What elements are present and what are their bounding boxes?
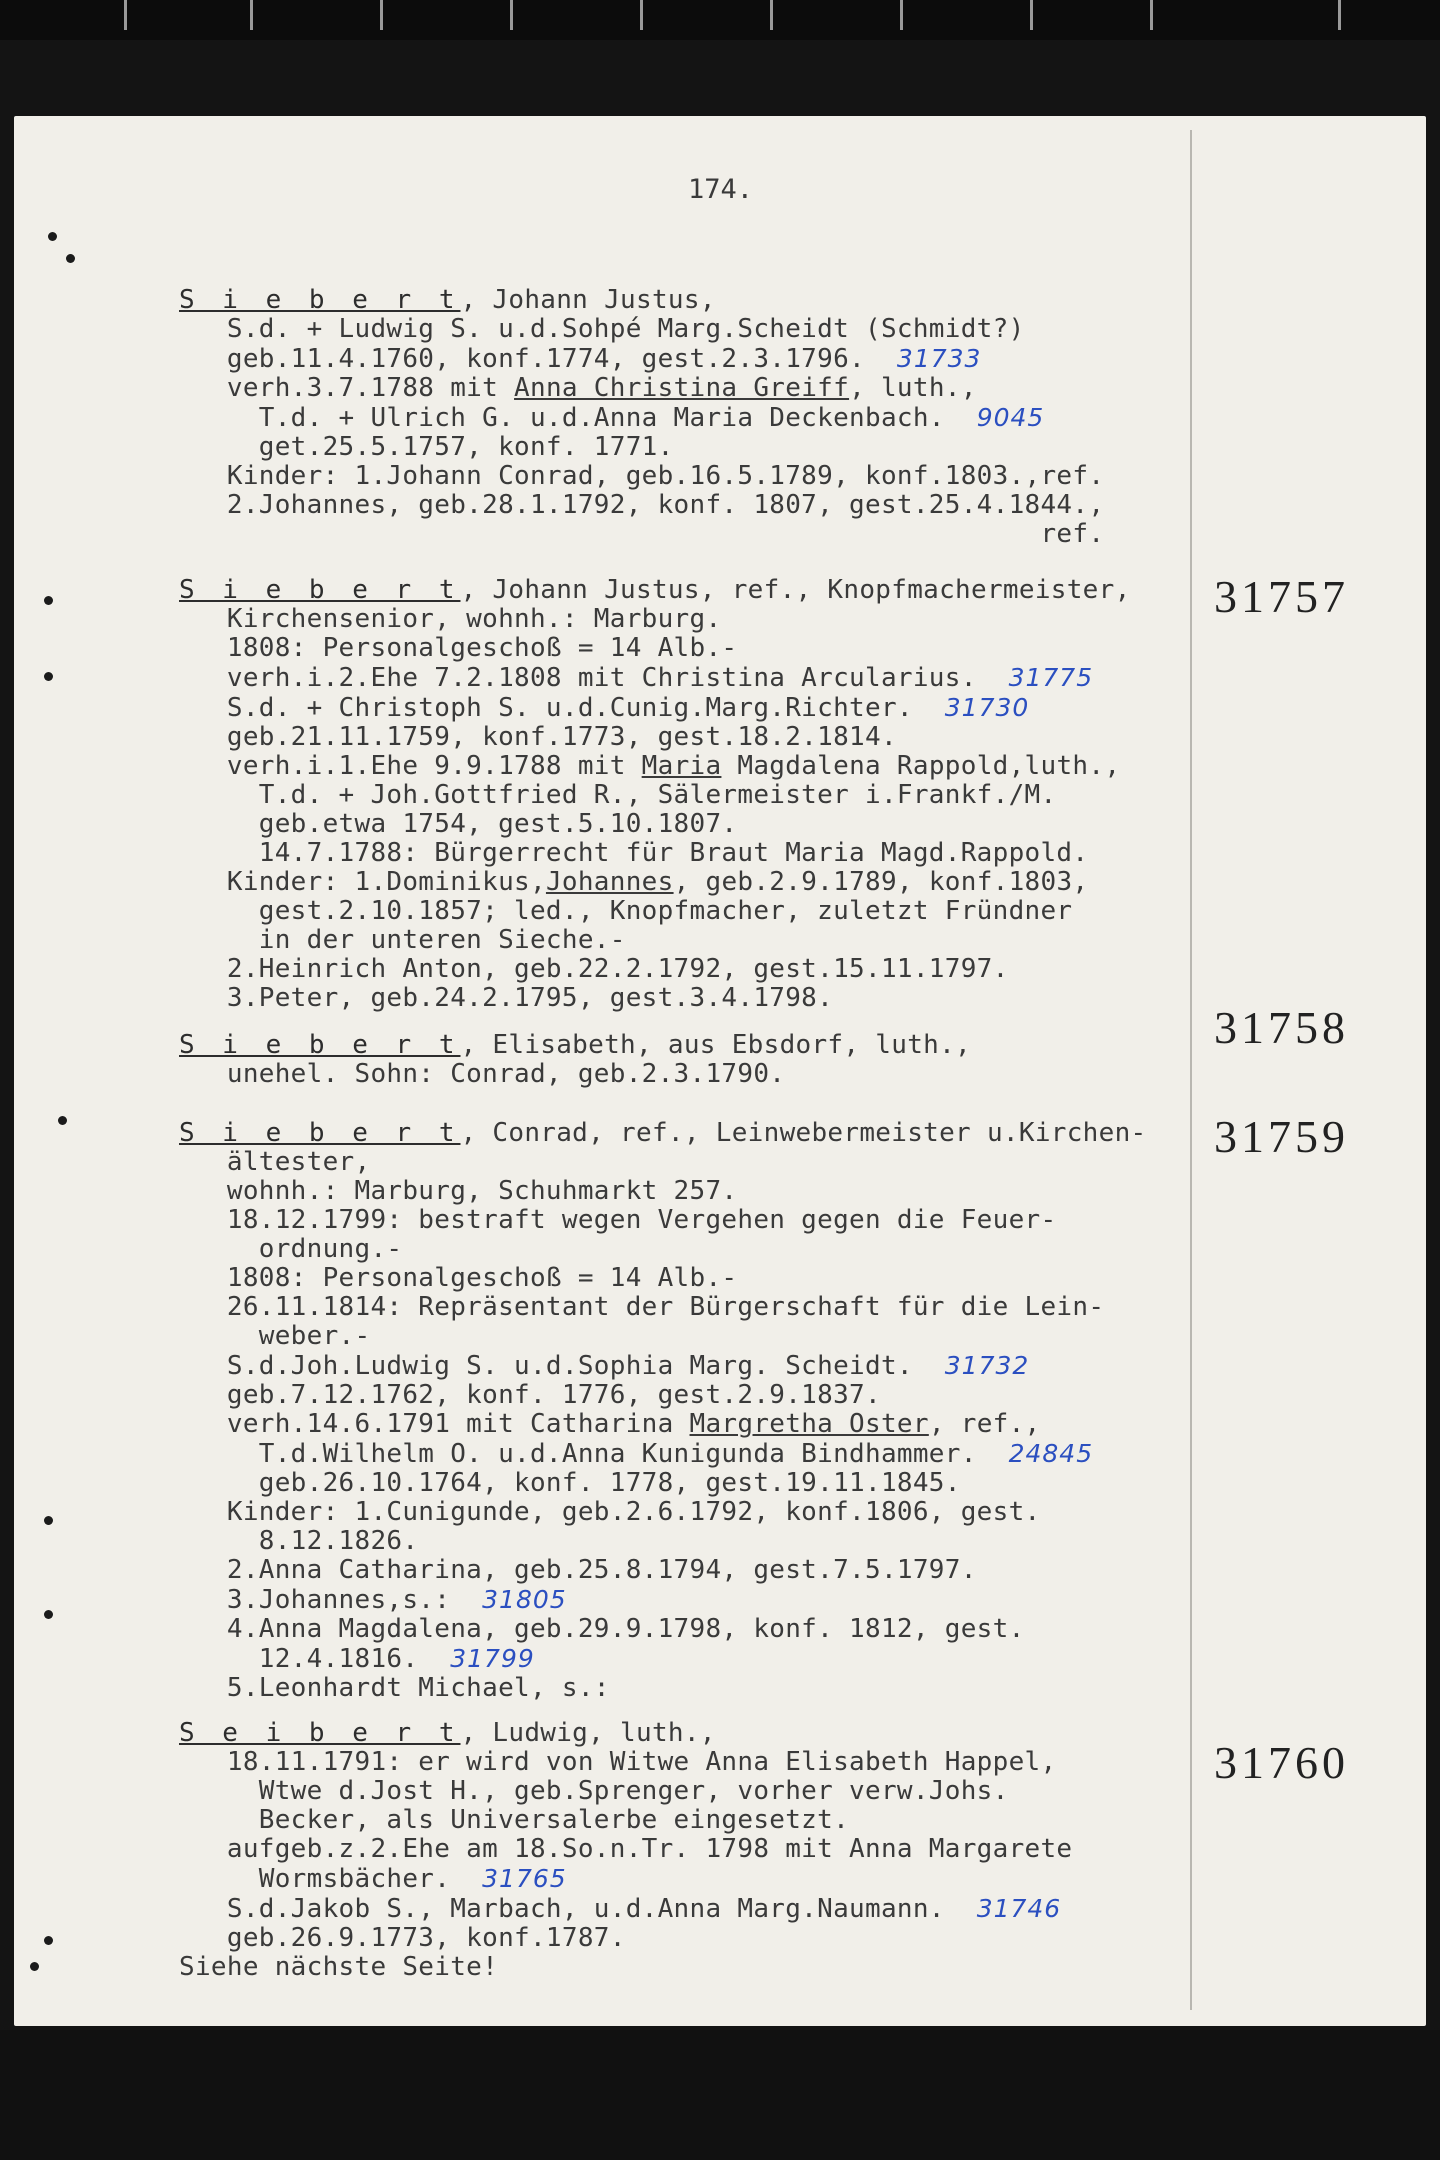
film-tick xyxy=(250,0,253,30)
record-line xyxy=(179,286,1104,315)
line-text: Kirchensenior, wohnh.: Marburg. xyxy=(179,604,722,634)
record-entry xyxy=(179,286,1104,549)
column-divider xyxy=(1190,130,1192,2010)
line-text: geb.etwa 1754, gest.5.10.1807. xyxy=(179,809,738,839)
record-line xyxy=(179,1806,1072,1835)
surname-spaced: S i e b e r t xyxy=(179,1118,461,1148)
line-text: 3.Johannes,s.: xyxy=(179,1585,451,1615)
line-text: S.d.Jakob S., Marbach, u.d.Anna Marg.Naumann. xyxy=(179,1894,945,1924)
line-text: 8.12.1826. xyxy=(179,1526,419,1556)
record-line xyxy=(179,984,1131,1013)
underlined-name: Anna Christina Greiff xyxy=(514,373,850,403)
line-text: S.d. + Christoph S. u.d.Cunig.Marg.Richter. xyxy=(179,693,913,723)
record-line xyxy=(179,723,1131,752)
record-line xyxy=(179,1206,1147,1235)
record-line xyxy=(179,663,1131,693)
handwritten-cross-reference: 31733 xyxy=(896,344,982,373)
record-line xyxy=(179,1235,1147,1264)
record-entry xyxy=(179,1031,971,1089)
line-text: ordnung.- xyxy=(179,1234,403,1264)
line-text: 2.Heinrich Anton, geb.22.2.1792, gest.15.11.1797. xyxy=(179,954,1009,984)
handwritten-cross-reference: 31730 xyxy=(944,693,1030,722)
surname-spaced: S e i b e r t xyxy=(179,1718,461,1748)
record-line xyxy=(179,1031,971,1060)
line-text-after: Magdalena Rappold,luth., xyxy=(721,751,1121,781)
line-text: unehel. Sohn: Conrad, geb.2.3.1790. xyxy=(179,1059,786,1089)
line-text: Becker, als Universalerbe eingesetzt. xyxy=(179,1805,850,1835)
index-card xyxy=(14,116,1426,2026)
line-text: 1808: Personalgeschoß = 14 Alb.- xyxy=(179,1263,738,1293)
record-entry xyxy=(179,1119,1147,1703)
handwritten-cross-reference: 24845 xyxy=(1008,1439,1094,1468)
record-line xyxy=(179,693,1131,723)
handwritten-cross-reference: 31775 xyxy=(1008,663,1094,692)
record-line xyxy=(179,1410,1147,1439)
reference-number: 31760 xyxy=(1214,1737,1349,1788)
reference-number: 31758 xyxy=(1214,1002,1349,1053)
record-line xyxy=(179,1351,1147,1381)
record-line xyxy=(179,1894,1072,1924)
record-line xyxy=(179,1864,1072,1894)
film-tick xyxy=(1150,0,1153,30)
record-line xyxy=(179,1469,1147,1498)
film-tick xyxy=(1030,0,1033,30)
record-line xyxy=(179,868,1131,897)
surname-spaced: S i e b e r t xyxy=(179,1030,461,1060)
line-text-after: , geb.2.9.1789, konf.1803, xyxy=(673,867,1089,897)
surname-spaced: S i e b e r t xyxy=(179,285,461,315)
line-text: ältester, xyxy=(179,1147,371,1177)
record-line xyxy=(179,955,1131,984)
line-text: verh.14.6.1791 mit Catharina xyxy=(179,1409,690,1439)
line-text: , Johann Justus, xyxy=(460,285,716,315)
line-text: Kinder: 1.Cunigunde, geb.2.6.1792, konf.1806, gest. xyxy=(179,1497,1041,1527)
record-line xyxy=(179,576,1131,605)
line-text: Siehe nächste Seite! xyxy=(179,1952,499,1982)
line-text: 2.Anna Catharina, geb.25.8.1794, gest.7.5.1797. xyxy=(179,1555,977,1585)
record-line xyxy=(179,462,1104,491)
line-text: get.25.5.1757, konf. 1771. xyxy=(179,432,674,462)
film-tick xyxy=(1338,0,1341,30)
underlined-name: Margretha Oster xyxy=(689,1409,929,1439)
line-text: wohnh.: Marburg, Schuhmarkt 257. xyxy=(179,1176,738,1206)
film-bottom-strip xyxy=(0,2030,1440,2160)
line-text: T.d.Wilhelm O. u.d.Anna Kunigunda Bindhammer. xyxy=(179,1439,977,1469)
record-line xyxy=(179,1439,1147,1469)
record-line xyxy=(179,1835,1072,1864)
underlined-name: Johannes xyxy=(545,867,674,897)
film-top-strip xyxy=(0,0,1440,40)
record-line xyxy=(179,1674,1147,1703)
line-text: geb.11.4.1760, konf.1774, gest.2.3.1796. xyxy=(179,344,865,374)
line-text: 12.4.1816. xyxy=(179,1644,419,1674)
line-text: , Ludwig, luth., xyxy=(460,1718,716,1748)
surname-spaced: S i e b e r t xyxy=(179,575,461,605)
record-line xyxy=(179,1498,1147,1527)
handwritten-cross-reference: 31805 xyxy=(482,1585,567,1614)
record-line xyxy=(179,1556,1147,1585)
record-line xyxy=(179,1777,1072,1806)
line-text: gest.2.10.1857; led., Knopfmacher, zuletzt Fründner xyxy=(179,896,1073,926)
page-number: 174. xyxy=(688,174,754,205)
handwritten-cross-reference: 31765 xyxy=(482,1864,567,1893)
record-line xyxy=(179,897,1131,926)
underlined-name: Maria xyxy=(641,751,722,781)
record-line xyxy=(179,433,1104,462)
line-text: 18.12.1799: bestraft wegen Vergehen gegen die Feuer- xyxy=(179,1205,1057,1235)
record-line xyxy=(179,1585,1147,1615)
record-entry xyxy=(179,576,1131,1013)
film-tick xyxy=(770,0,773,30)
record-line xyxy=(179,491,1104,520)
record-line xyxy=(179,1322,1147,1351)
record-line xyxy=(179,520,1104,549)
line-text: T.d. + Ulrich G. u.d.Anna Maria Deckenbach. xyxy=(179,403,945,433)
record-line xyxy=(179,1644,1147,1674)
line-text: Kinder: 1.Dominikus, xyxy=(179,867,546,897)
line-text: Wtwe d.Jost H., geb.Sprenger, vorher verw.Johs. xyxy=(179,1776,1009,1806)
line-text: ref. xyxy=(179,519,1105,549)
record-line xyxy=(179,315,1104,344)
handwritten-cross-reference: 31746 xyxy=(976,1894,1062,1923)
record-line xyxy=(179,839,1131,868)
line-text: Kinder: 1.Johann Conrad, geb.16.5.1789, konf.1803.,ref. xyxy=(179,461,1105,491)
record-line xyxy=(179,344,1104,374)
record-line xyxy=(179,1293,1147,1322)
line-text: 2.Johannes, geb.28.1.1792, konf. 1807, gest.25.4.1844., xyxy=(179,490,1105,520)
line-text: geb.26.9.1773, konf.1787. xyxy=(179,1923,626,1953)
record-line xyxy=(179,634,1131,663)
record-line xyxy=(179,1148,1147,1177)
line-text: geb.21.11.1759, konf.1773, gest.18.2.1814. xyxy=(179,722,897,752)
record-line xyxy=(179,1748,1072,1777)
line-text: 18.11.1791: er wird von Witwe Anna Elisabeth Happel, xyxy=(179,1747,1057,1777)
record-line xyxy=(179,1060,971,1089)
film-tick xyxy=(380,0,383,30)
record-line xyxy=(179,374,1104,403)
line-text-after: , ref., xyxy=(928,1409,1041,1439)
record-line xyxy=(179,403,1104,433)
record-line xyxy=(179,1924,1072,1953)
record-line xyxy=(179,605,1131,634)
line-text: verh.3.7.1788 mit xyxy=(179,373,515,403)
record-line xyxy=(179,1381,1147,1410)
record-entry xyxy=(179,1719,1072,1982)
record-line xyxy=(179,1177,1147,1206)
line-text: 5.Leonhardt Michael, s.: xyxy=(179,1673,610,1703)
record-line xyxy=(179,781,1131,810)
line-text: 26.11.1814: Repräsentant der Bürgerschaft für die Lein- xyxy=(179,1292,1105,1322)
line-text: S.d.Joh.Ludwig S. u.d.Sophia Marg. Scheidt. xyxy=(179,1351,913,1381)
line-text: , Conrad, ref., Leinwebermeister u.Kirchen- xyxy=(460,1118,1147,1148)
record-line xyxy=(179,1615,1147,1644)
record-line xyxy=(179,1953,1072,1982)
reference-number: 31757 xyxy=(1214,571,1349,622)
record-line xyxy=(179,1119,1147,1148)
line-text: aufgeb.z.2.Ehe am 18.So.n.Tr. 1798 mit Anna Margarete xyxy=(179,1834,1073,1864)
record-line xyxy=(179,752,1131,781)
line-text: 1808: Personalgeschoß = 14 Alb.- xyxy=(179,633,738,663)
record-line xyxy=(179,810,1131,839)
line-text: T.d. + Joh.Gottfried R., Sälermeister i.Frankf./M. xyxy=(179,780,1057,810)
line-text: weber.- xyxy=(179,1321,371,1351)
line-text: 14.7.1788: Bürgerrecht für Braut Maria Magd.Rappold. xyxy=(179,838,1089,868)
line-text: verh.i.2.Ehe 7.2.1808 mit Christina Arcularius. xyxy=(179,663,977,693)
line-text: verh.i.1.Ehe 9.9.1788 mit xyxy=(179,751,642,781)
film-tick xyxy=(510,0,513,30)
record-line xyxy=(179,1719,1072,1748)
line-text: Wormsbächer. xyxy=(179,1864,451,1894)
record-line xyxy=(179,1527,1147,1556)
line-text: in der unteren Sieche.- xyxy=(179,925,626,955)
film-tick xyxy=(640,0,643,30)
line-text-after: , luth., xyxy=(849,373,977,403)
record-line xyxy=(179,926,1131,955)
line-text: 4.Anna Magdalena, geb.29.9.1798, konf. 1812, gest. xyxy=(179,1614,1025,1644)
line-text: , Elisabeth, aus Ebsdorf, luth., xyxy=(460,1030,972,1060)
line-text: geb.7.12.1762, konf. 1776, gest.2.9.1837. xyxy=(179,1380,881,1410)
line-text: geb.26.10.1764, konf. 1778, gest.19.11.1845. xyxy=(179,1468,961,1498)
line-text: S.d. + Ludwig S. u.d.Sohpé Marg.Scheidt (Schmidt?) xyxy=(179,314,1025,344)
film-tick xyxy=(900,0,903,30)
line-text: , Johann Justus, ref., Knopfmachermeister, xyxy=(460,575,1131,605)
handwritten-cross-reference: 31732 xyxy=(944,1351,1030,1380)
film-tick xyxy=(124,0,127,30)
line-text: 3.Peter, geb.24.2.1795, gest.3.4.1798. xyxy=(179,983,834,1013)
handwritten-cross-reference: 31799 xyxy=(450,1644,535,1673)
record-line xyxy=(179,1264,1147,1293)
reference-number: 31759 xyxy=(1214,1111,1349,1162)
handwritten-cross-reference: 9045 xyxy=(976,403,1045,432)
